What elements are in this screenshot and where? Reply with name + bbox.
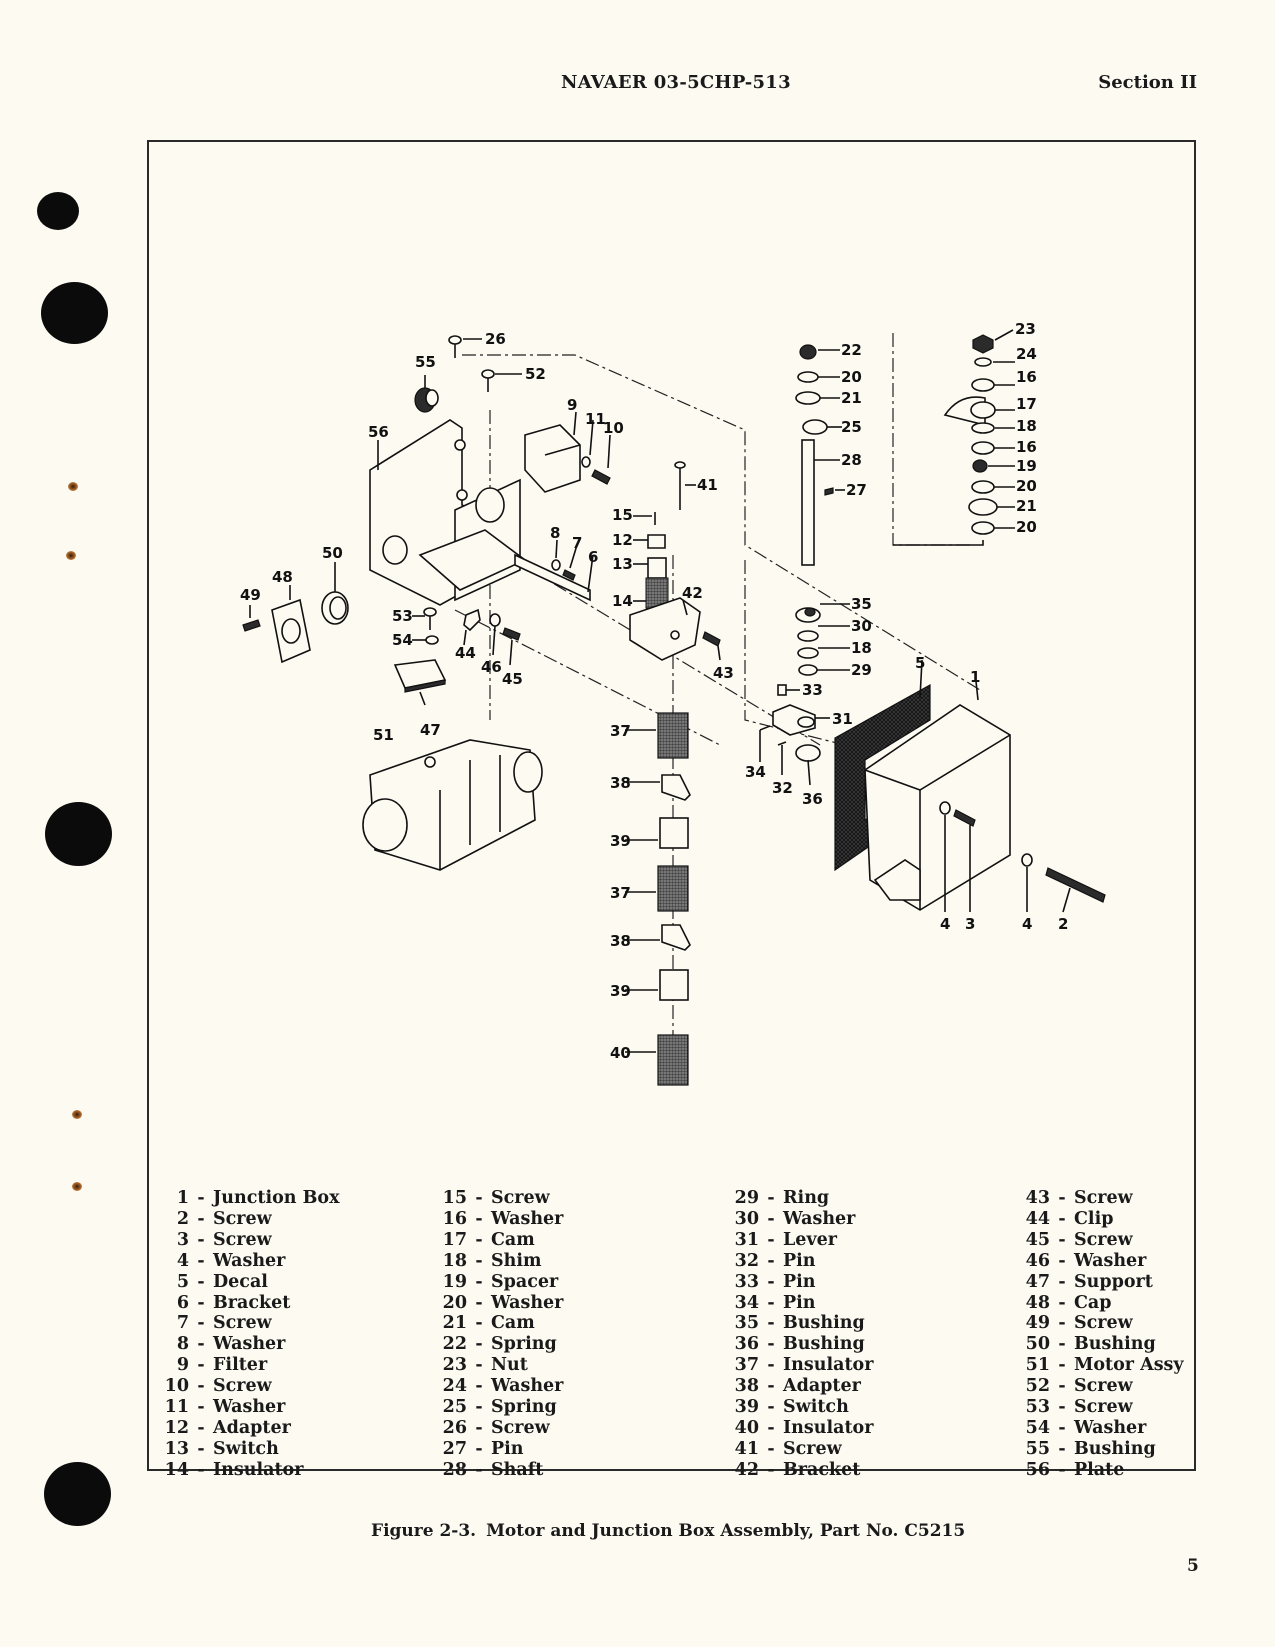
part-name: Adapter [213, 1417, 291, 1438]
svg-text:32: 32 [772, 779, 793, 797]
parts-list-item: 55 - Bushing [1025, 1438, 1156, 1459]
part-name: Screw [1074, 1313, 1133, 1334]
parts-list-item: 32 - Pin [734, 1250, 816, 1271]
clip-44 [464, 610, 480, 630]
part-name: Switch [783, 1397, 849, 1418]
parts-list-item: 35 - Bushing [734, 1313, 865, 1334]
svg-text:37: 37 [610, 722, 631, 740]
svg-text:49: 49 [240, 586, 261, 604]
svg-text:9: 9 [567, 396, 578, 414]
parts-list-item: 48 - Cap [1025, 1292, 1112, 1313]
part-name: Screw [491, 1188, 550, 1208]
switch-column [658, 713, 690, 1085]
part-name: Spacer [491, 1271, 559, 1292]
part-name: Lever [783, 1229, 837, 1250]
part-name: Cam [491, 1229, 535, 1250]
parts-list-item: 27 - Pin [442, 1438, 524, 1459]
svg-text:18: 18 [1016, 417, 1037, 435]
parts-list-item: 6 - Bracket [176, 1292, 291, 1313]
support-47 [395, 660, 445, 692]
part-name: Screw [213, 1229, 272, 1250]
svg-text:47: 47 [420, 721, 441, 739]
bushing-50 [322, 592, 348, 624]
parts-list-item: 49 - Screw [1025, 1313, 1133, 1334]
part-name: Bushing [783, 1334, 865, 1355]
svg-text:39: 39 [610, 982, 631, 1000]
part-name: Pin [783, 1250, 816, 1271]
parts-list-column-3 [729, 1188, 873, 1481]
screw-49 [243, 620, 260, 631]
plate-56 [370, 420, 525, 605]
page-number: 5 [1187, 1556, 1199, 1576]
svg-text:34: 34 [745, 763, 766, 781]
svg-text:15: 15 [612, 506, 633, 524]
parts-list-item: 9 - Filter [176, 1355, 268, 1376]
svg-text:19: 19 [1016, 457, 1037, 475]
parts-list-item: 54 - Washer [1025, 1417, 1147, 1438]
svg-text:13: 13 [612, 555, 633, 573]
parts-list-item: 41 - Screw [734, 1438, 842, 1459]
part-name: Cam [491, 1313, 535, 1334]
parts-list-item: 18 - Shim [442, 1250, 542, 1271]
part-name: Bracket [213, 1292, 291, 1313]
svg-text:20: 20 [841, 368, 862, 386]
part-name: Washer [491, 1292, 564, 1313]
part-name: Washer [1074, 1250, 1147, 1271]
svg-text:10: 10 [603, 419, 624, 437]
screw-41 [675, 462, 685, 510]
svg-text:52: 52 [525, 365, 546, 383]
svg-text:16: 16 [1016, 438, 1037, 456]
svg-text:53: 53 [392, 607, 413, 625]
cap-48 [272, 600, 310, 662]
svg-text:29: 29 [851, 661, 872, 679]
part-name: Support [1074, 1271, 1153, 1292]
bushing-55 [415, 388, 438, 412]
washer-4a [940, 802, 950, 814]
part-name: Clip [1074, 1208, 1114, 1229]
part-name: Decal [213, 1271, 268, 1292]
parts-list-item: 23 - Nut [442, 1355, 528, 1376]
part-name: Motor Assy [1074, 1355, 1184, 1376]
svg-text:30: 30 [851, 617, 872, 635]
parts-list-item: 14 - Insulator [164, 1459, 304, 1480]
parts-list-column-2 [437, 1188, 563, 1481]
parts-list-item: 11 - Washer [164, 1397, 286, 1418]
washer-54 [426, 636, 438, 644]
screw-52 [482, 370, 494, 392]
parts-list-item: 3 - Screw [176, 1229, 272, 1250]
parts-list-item: 17 - Cam [442, 1229, 535, 1250]
svg-text:33: 33 [802, 681, 823, 699]
svg-text:5: 5 [915, 654, 926, 672]
part-name: Screw [1074, 1229, 1133, 1250]
svg-text:23: 23 [1015, 320, 1036, 338]
parts-list-column-4 [1020, 1188, 1184, 1481]
part-name: Washer [213, 1397, 286, 1418]
parts-list-item: 7 - Screw [176, 1313, 272, 1334]
parts-list-item: 45 - Screw [1025, 1229, 1133, 1250]
parts-list-item: 21 - Cam [442, 1313, 535, 1334]
svg-text:38: 38 [610, 932, 631, 950]
svg-text:42: 42 [682, 584, 703, 602]
washer-46 [490, 614, 500, 626]
parts-list-item: 47 - Support [1025, 1271, 1153, 1292]
parts-list-item: 44 - Clip [1025, 1208, 1114, 1229]
figure-title: Motor and Junction Box Assembly, Part No. C5215 [486, 1521, 966, 1541]
figure-caption [371, 1521, 965, 1541]
bracket-42 [630, 598, 700, 660]
svg-text:38: 38 [610, 774, 631, 792]
part-name: Plate [1074, 1459, 1125, 1480]
svg-text:20: 20 [1016, 518, 1037, 536]
part-name: Pin [783, 1271, 816, 1292]
svg-text:21: 21 [1016, 497, 1037, 515]
svg-text:11: 11 [585, 410, 606, 428]
part-name: Ring [783, 1188, 830, 1208]
part-name: Screw [1074, 1188, 1133, 1208]
parts-list-item: 50 - Bushing [1025, 1334, 1156, 1355]
svg-text:22: 22 [841, 341, 862, 359]
parts-list-item: 13 - Switch [164, 1438, 279, 1459]
parts-list-item: 19 - Spacer [442, 1271, 559, 1292]
parts-list-item: 40 - Insulator [734, 1417, 874, 1438]
parts-list-item: 5 - Decal [176, 1271, 268, 1292]
svg-text:48: 48 [272, 568, 293, 586]
svg-text:25: 25 [841, 418, 862, 436]
svg-text:20: 20 [1016, 477, 1037, 495]
svg-text:43: 43 [713, 664, 734, 682]
parts-list-item: 26 - Screw [442, 1417, 550, 1438]
parts-list-item: 46 - Washer [1025, 1250, 1147, 1271]
parts-list-item: 2 - Screw [176, 1208, 272, 1229]
part-name: Screw [213, 1208, 272, 1229]
svg-text:55: 55 [415, 353, 436, 371]
parts-list-item: 22 - Spring [442, 1334, 557, 1355]
svg-text:26: 26 [485, 330, 506, 348]
parts-list-item: 39 - Switch [734, 1397, 849, 1418]
part-name: Adapter [783, 1376, 861, 1397]
parts-list-item: 38 - Adapter [734, 1376, 861, 1397]
bracket-6 [515, 555, 590, 600]
screw-43 [703, 632, 720, 646]
part-name: Pin [783, 1292, 816, 1313]
part-name: Washer [491, 1208, 564, 1229]
part-name: Junction Box [213, 1188, 340, 1208]
svg-text:46: 46 [481, 658, 502, 676]
parts-list-item: 10 - Screw [164, 1376, 272, 1397]
part-name: Screw [1074, 1397, 1133, 1418]
parts-list-item: 31 - Lever [734, 1229, 837, 1250]
part-name: Insulator [783, 1355, 874, 1376]
parts-list-item: 33 - Pin [734, 1271, 816, 1292]
parts-list-item: 1 - Junction Box [176, 1188, 340, 1208]
svg-text:40: 40 [610, 1044, 631, 1062]
motor-assy-51 [363, 740, 542, 870]
svg-text:37: 37 [610, 884, 631, 902]
part-name: Pin [491, 1438, 524, 1459]
svg-text:51: 51 [373, 726, 394, 744]
figure-label: Figure 2-3. [371, 1521, 477, 1541]
part-name: Bracket [783, 1459, 861, 1480]
parts-list-item: 28 - Shaft [442, 1459, 544, 1480]
part-name: Filter [213, 1355, 268, 1376]
svg-text:54: 54 [392, 631, 413, 649]
part-name: Bushing [1074, 1438, 1156, 1459]
part-name: Insulator [783, 1417, 874, 1438]
svg-text:45: 45 [502, 670, 523, 688]
svg-text:12: 12 [612, 531, 633, 549]
svg-text:44: 44 [455, 644, 476, 662]
part-name: Washer [213, 1250, 286, 1271]
part-name: Bushing [1074, 1334, 1156, 1355]
parts-list-item: 29 - Ring [734, 1188, 830, 1208]
parts-list-column-1 [159, 1188, 340, 1481]
part-name: Insulator [213, 1459, 304, 1480]
part-name: Washer [783, 1208, 856, 1229]
svg-text:4: 4 [940, 915, 951, 933]
parts-list-item: 4 - Washer [176, 1250, 286, 1271]
part-name: Screw [1074, 1376, 1133, 1397]
part-name: Washer [1074, 1417, 1147, 1438]
part-name: Screw [213, 1376, 272, 1397]
part-name: Screw [491, 1417, 550, 1438]
svg-text:24: 24 [1016, 345, 1037, 363]
parts-list-item: 12 - Adapter [164, 1417, 291, 1438]
part-name: Cap [1074, 1292, 1112, 1313]
parts-list-item: 20 - Washer [442, 1292, 564, 1313]
part-name: Washer [491, 1376, 564, 1397]
part-name: Washer [213, 1334, 286, 1355]
part-name: Shaft [491, 1459, 544, 1480]
svg-text:39: 39 [610, 832, 631, 850]
part-name: Screw [213, 1313, 272, 1334]
section-label: Section II [1098, 72, 1197, 93]
svg-text:8: 8 [550, 524, 561, 542]
svg-text:1: 1 [970, 668, 981, 686]
parts-list-item: 25 - Spring [442, 1397, 557, 1418]
parts-list-item: 34 - Pin [734, 1292, 816, 1313]
svg-text:4: 4 [1022, 915, 1033, 933]
svg-text:36: 36 [802, 790, 823, 808]
svg-text:6: 6 [588, 548, 599, 566]
svg-text:31: 31 [832, 710, 853, 728]
svg-text:27: 27 [846, 481, 867, 499]
svg-text:14: 14 [612, 592, 633, 610]
parts-list-item: 24 - Washer [442, 1376, 564, 1397]
part-name: Screw [783, 1438, 842, 1459]
svg-text:50: 50 [322, 544, 343, 562]
parts-list-item: 56 - Plate [1025, 1459, 1125, 1480]
parts-list-item: 51 - Motor Assy [1025, 1355, 1184, 1376]
svg-text:7: 7 [572, 534, 583, 552]
svg-text:41: 41 [697, 476, 718, 494]
svg-text:28: 28 [841, 451, 862, 469]
svg-text:2: 2 [1058, 915, 1069, 933]
part-name: Nut [491, 1355, 528, 1376]
part-name: Spring [491, 1334, 557, 1355]
svg-text:17: 17 [1016, 395, 1037, 413]
screw-2 [1046, 868, 1105, 902]
parts-list-item: 52 - Screw [1025, 1376, 1133, 1397]
cam-stack [893, 335, 997, 545]
parts-list-item: 42 - Bracket [734, 1459, 861, 1480]
parts-list-item: 36 - Bushing [734, 1334, 865, 1355]
parts-list-item: 15 - Screw [442, 1188, 550, 1208]
screw-53 [424, 608, 436, 630]
shaft-assembly [796, 345, 833, 565]
parts-list-item: 30 - Washer [734, 1208, 856, 1229]
document-number: NAVAER 03-5CHP-513 [561, 72, 791, 93]
svg-text:3: 3 [965, 915, 976, 933]
bushing-stack-35 [796, 608, 820, 675]
parts-list-item: 37 - Insulator [734, 1355, 874, 1376]
part-name: Bushing [783, 1313, 865, 1334]
parts-list-item: 53 - Screw [1025, 1397, 1133, 1418]
svg-text:18: 18 [851, 639, 872, 657]
svg-text:35: 35 [851, 595, 872, 613]
part-name: Shim [491, 1250, 542, 1271]
svg-text:16: 16 [1016, 368, 1037, 386]
parts-list-item: 16 - Washer [442, 1208, 564, 1229]
filter-9 [525, 425, 610, 492]
washer-4b [1022, 854, 1032, 866]
screw-26 [449, 336, 461, 358]
parts-list-item: 43 - Screw [1025, 1188, 1133, 1208]
parts-list-item: 8 - Washer [176, 1334, 286, 1355]
switch-stack-12-15 [646, 512, 668, 608]
part-name: Switch [213, 1438, 279, 1459]
callout-labels [240, 320, 1068, 1062]
part-name: Spring [491, 1397, 557, 1418]
svg-text:56: 56 [368, 423, 389, 441]
svg-text:21: 21 [841, 389, 862, 407]
